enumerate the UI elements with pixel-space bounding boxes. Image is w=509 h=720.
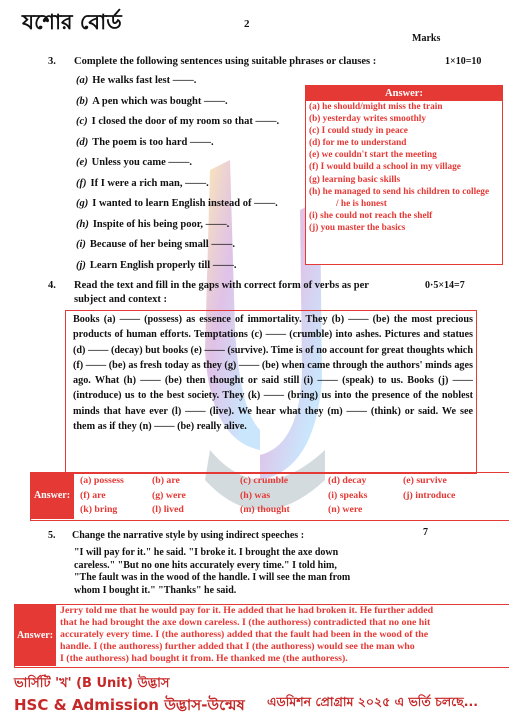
item-text: I wanted to learn English instead of ——.: [92, 198, 278, 209]
answer-cell: (m) thought: [240, 504, 290, 515]
answer-line: (e) we couldn't start the meeting: [309, 150, 437, 161]
question-3-item: [76, 157, 192, 168]
answer-cell: (j) introduce: [403, 489, 456, 501]
item-text: Unless you came ——.: [91, 157, 192, 168]
answer-5-line: Jerry told me that he would pay for it. He added that he had broken it. He further added: [60, 605, 434, 616]
question-4-marks: 0·5×14=7: [425, 280, 465, 291]
answer-title: Answer:: [306, 86, 502, 101]
question-5-text: Change the narrative style by using indirect speeches :: [72, 530, 305, 541]
item-letter: (b): [76, 95, 89, 107]
answer-cell: (l) lived: [152, 504, 184, 515]
answer-cell: (b) are: [152, 475, 180, 486]
item-letter: (d): [76, 136, 89, 148]
item-text: A pen which was bought ——.: [92, 95, 228, 107]
item-letter: (a): [76, 75, 89, 86]
question-5-answer-text: [60, 605, 506, 665]
item-letter: (c): [76, 116, 88, 127]
answer-cell: (k) bring: [80, 504, 118, 515]
question-5-marks: 7: [423, 527, 428, 538]
question-5-passage: [74, 547, 350, 597]
answer-line: (d) for me to understand: [309, 138, 407, 149]
question-3-text: Complete the following sentences using suitable phrases or clauses :: [74, 56, 377, 67]
question-3-item: [76, 178, 209, 189]
question-4-answer-label: Answer:: [30, 472, 74, 519]
item-text: Because of her being small ——.: [89, 239, 235, 250]
answer-cell: (h) was: [240, 489, 271, 501]
marks-header: Marks: [412, 33, 441, 44]
question-3-item: [76, 198, 278, 209]
answer-line: (c) I could study in peace: [309, 126, 408, 137]
question-3-answers: [306, 101, 502, 234]
item-letter: (e): [76, 157, 88, 168]
question-3-item: [76, 116, 279, 127]
answer-5-line: accurately every time. I (the authoress) added that the fault had been in the wood of the: [60, 629, 429, 641]
footer-promo: এডমিশন প্রোগ্রাম ২০২৫ এ ভর্তি চলছে...: [267, 694, 478, 709]
question-5-line: whom I bought it." "Thanks" he said.: [74, 584, 237, 596]
item-text: The poem is too hard ——.: [92, 136, 214, 148]
answer-line: (b) yesterday writes smoothly: [309, 114, 426, 125]
answer-cell: (d) decay: [328, 475, 367, 486]
answer-line: (j) you master the basics: [309, 222, 406, 233]
question-3-item: [76, 137, 214, 148]
answer-cell: (c) crumble: [240, 475, 289, 486]
item-text: Inspite of his being poor, ——.: [92, 218, 230, 230]
answer-cell: (e) survive: [403, 475, 447, 486]
question-5-answer-label: Answer:: [14, 604, 56, 666]
item-text: I closed the door of my room so that ——.: [91, 116, 280, 127]
footer-unit: ভার্সিটি 'খ' (B Unit) উদ্ভাস: [14, 676, 170, 691]
item-text: If I were a rich man, ——.: [90, 177, 209, 189]
answer-line: (h) he managed to send his children to college: [309, 186, 490, 197]
item-letter: (i): [76, 239, 86, 250]
question-3-item: [76, 260, 236, 271]
answer-cell: (n) were: [328, 504, 363, 515]
answer-cell: (i) speaks: [328, 489, 368, 501]
question-3-item: [76, 219, 229, 230]
question-4-text-line2: subject and context :: [74, 294, 168, 305]
answer-cell: (g) were: [152, 489, 186, 501]
answer-cell: (f) are: [80, 489, 106, 501]
answer-line: (g) learning basic skills: [309, 174, 401, 185]
question-5-line: "The fault was in the wood of the handle. I will see the man from: [74, 572, 351, 583]
question-3-item: [76, 96, 228, 107]
item-text: He walks fast lest ——.: [92, 75, 197, 86]
answer-line: (f) I would build a school in my village: [309, 162, 461, 173]
item-letter: (f): [76, 177, 87, 189]
question-5-line: careless." "But no one hits accurately every time." I told him,: [74, 559, 337, 571]
page-number: 2: [244, 18, 250, 30]
answer-5-line: I (the authoress) had bought it from. He thanked me (the authoress).: [60, 653, 348, 665]
answer-line: (a) he should/might miss the train: [309, 102, 443, 112]
footer-brand: HSC & Admission উদ্ভাস-উন্মেষ: [14, 696, 245, 714]
answer-line: (i) she could not reach the shelf: [309, 210, 433, 221]
item-text: Learn English properly till ——.: [89, 259, 237, 271]
question-3-item: [76, 239, 235, 250]
question-4-number: 4.: [48, 280, 56, 291]
answer-line: / he is honest: [336, 198, 387, 209]
answer-cell: (a) possess: [80, 475, 124, 486]
question-5-number: 5.: [48, 530, 56, 541]
item-letter: (h): [76, 218, 89, 230]
question-3-item: [76, 75, 196, 86]
question-5-line: "I will pay for it." he said. "I broke it. I brought the axe down: [74, 547, 339, 558]
question-4-passage: Books (a) —— (possess) as essence of immortality. They (b) —— (be) the most precious products of human efforts. Temptations (c) —— (crumble) into ashes. Pictures and statues (d) —— (decay) but books (e) —— (survive). Time is of no account for great thoughts which (f) —— (be) as fresh today as they (g) —— (be) when came through the authors' minds ages ago. What (h) —— (be) then thought or said still (i) —— (speak) to us. Books (j) —— (introduce) us to the best society. They (k) —— (bring) us into the presence of the noblest minds that have ever (l) —— (live). We hear what they (m) —— (think) or said. We see them as if they (n) —— (be) really alive.: [73, 314, 473, 433]
question-4-text-line1: Read the text and fill in the gaps with correct form of verbs as per: [74, 280, 369, 291]
question-3-marks: 1×10=10: [445, 56, 482, 67]
answer-5-line: handle. I (the authoress) further added that I (the authoress) would see the man who: [60, 641, 415, 653]
board-title: যশোর বোর্ড: [22, 10, 122, 34]
answer-5-line: that he had brought the axe down careless. I (the authoress) contradicted that no one hit: [60, 617, 431, 629]
question-3-answer-box: [305, 85, 503, 265]
question-3-number: 3.: [48, 56, 56, 67]
item-letter: (g): [76, 198, 89, 209]
item-letter: (j): [76, 259, 86, 271]
